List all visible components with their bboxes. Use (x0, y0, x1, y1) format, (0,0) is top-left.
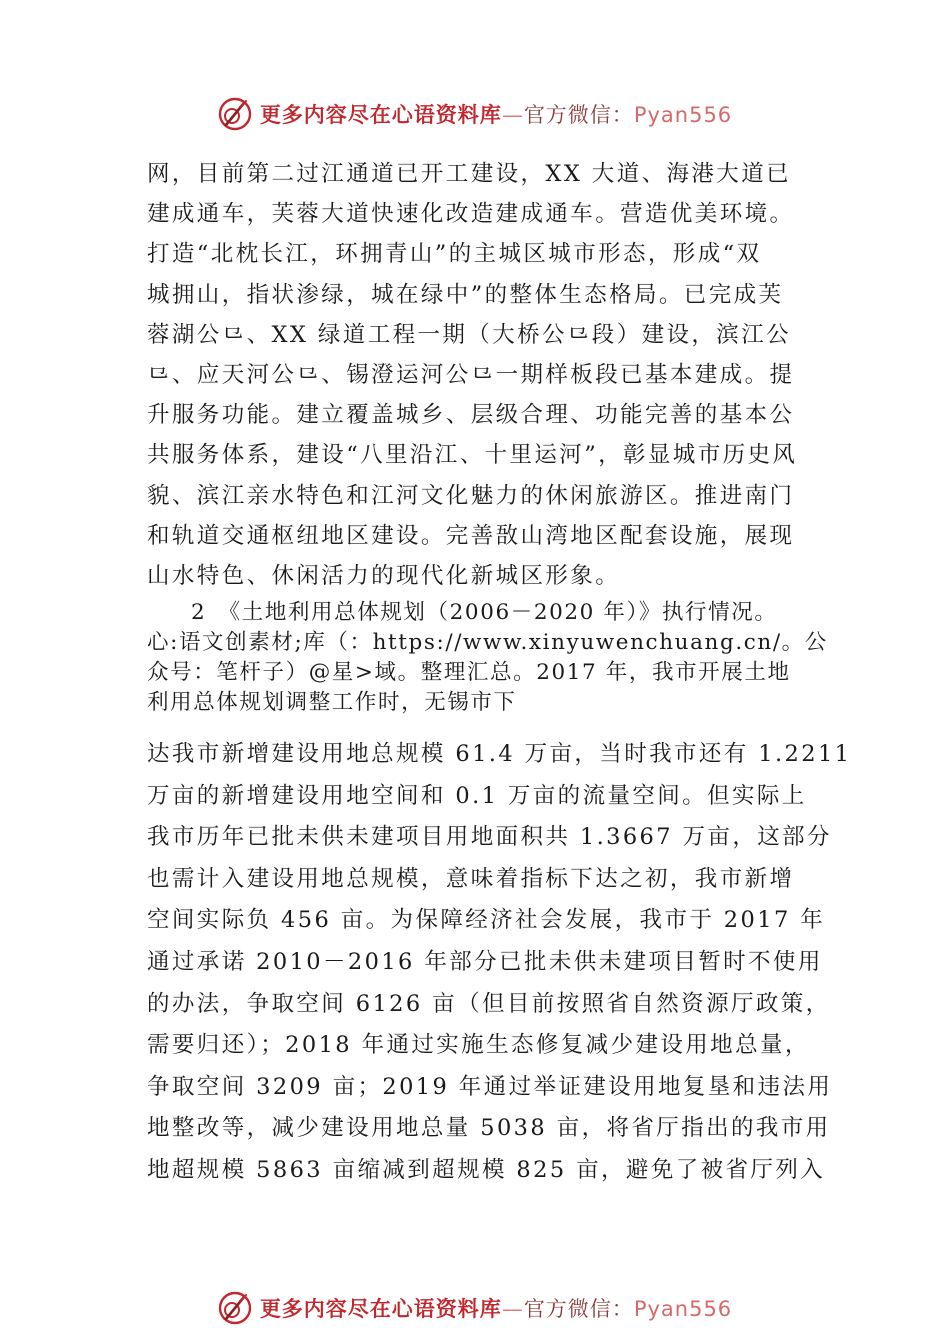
text-line: 共服务体系，建设“八里沿江、十里运河”，彰显城市历史风 (147, 442, 798, 469)
wechat-id: Pyan556 (633, 1297, 733, 1321)
text-line: 通过承诺 2010－2016 年部分已批未供未建项目暂时不使用 (147, 948, 823, 975)
paragraph-1 (147, 154, 827, 596)
library-logo-icon (218, 97, 252, 131)
text-line: 达我市新增建设用地总规模 61.4 万亩，当时我市还有 1.2211 (147, 741, 852, 767)
text-line: 打造“北枕长江，环拥青山”的主城区城市形态，形成“双 (147, 241, 762, 268)
text-line: 蓉湖公⺋、XX 绿道工程一期（大桥公⺋段）建设，滨江公 (147, 321, 791, 348)
banner-text (260, 1293, 732, 1323)
text-line: 貌、滨江亲水特色和江河文化魅力的休闲旅游区。推进南门 (147, 482, 795, 509)
section-heading: 2 《土地利用总体规划（2006－2020 年）》执行情况。 (191, 600, 778, 625)
text-line: 的办法，争取空间 6126 亩（但目前按照省自然资源厅政策， (147, 990, 831, 1017)
footer-banner (0, 1286, 950, 1330)
text-line: 万亩的新增建设用地空间和 0.1 万亩的流量空间。但实际上 (147, 782, 807, 809)
text-line: 网，目前第二过江通道已开工建设，XX 大道、海港大道已 (147, 161, 791, 187)
banner-dash: — (501, 1297, 524, 1321)
wechat-label: 官方微信： (523, 1297, 634, 1321)
text-line: 众号：笔杆子）@星>域。整理汇总。2017 年，我市开展土地 (147, 660, 791, 685)
library-logo-icon (218, 1291, 252, 1325)
text-line: 利用总体规划调整工作时，无锡市下 (147, 690, 517, 715)
banner-dash: — (501, 103, 524, 127)
text-line: 山水特色、休闲活力的现代化新城区形象。 (147, 563, 621, 590)
wechat-id: Pyan556 (633, 103, 733, 127)
text-line: 也需计入建设用地总规模，意味着指标下达之初，我市新增 (147, 865, 795, 892)
text-line: 建成通车，芙蓉大道快速化改造建成通车。营造优美环境。 (147, 201, 795, 228)
text-line: 和轨道交通枢纽地区建设。完善敔山湾地区配套设施，展现 (147, 522, 795, 549)
wechat-label: 官方微信： (523, 103, 634, 127)
text-line: 地超规模 5863 亩缩减到超规模 825 亩，避免了被省厅列入 (147, 1156, 826, 1183)
banner-text (260, 99, 732, 129)
text-line: 我市历年已批未供未建项目用地面积共 1.3667 万亩，这部分 (147, 824, 832, 851)
library-name: 更多内容尽在心语资料库 (259, 103, 502, 127)
header-banner (0, 92, 950, 136)
text-line: 心:语文创素材;库（：https://www.xinyuwenchuang.cn/。公 (147, 630, 828, 655)
paragraph-2 (147, 598, 827, 718)
text-line: ⺋、应天河公⺋、锡澄运河公⺋一期样板段已基本建成。提 (147, 362, 795, 389)
text-line: 空间实际负 456 亩。为保障经济社会发展，我市于 2017 年 (147, 907, 826, 934)
library-name: 更多内容尽在心语资料库 (259, 1297, 502, 1321)
paragraph-3 (147, 734, 852, 1192)
text-line: 需要归还）；2018 年通过实施生态修复减少建设用地总量， (147, 1032, 810, 1059)
text-line: 升服务功能。建立覆盖城乡、层级合理、功能完善的基本公 (147, 402, 795, 429)
text-line: 争取空间 3209 亩；2019 年通过举证建设用地复垦和违法用 (147, 1073, 833, 1100)
text-line: 地整改等，减少建设用地总量 5038 亩，将省厅指出的我市用 (147, 1115, 831, 1142)
text-line: 城拥山，指状渗绿，城在绿中”的整体生态格局。已完成芙 (147, 281, 784, 308)
